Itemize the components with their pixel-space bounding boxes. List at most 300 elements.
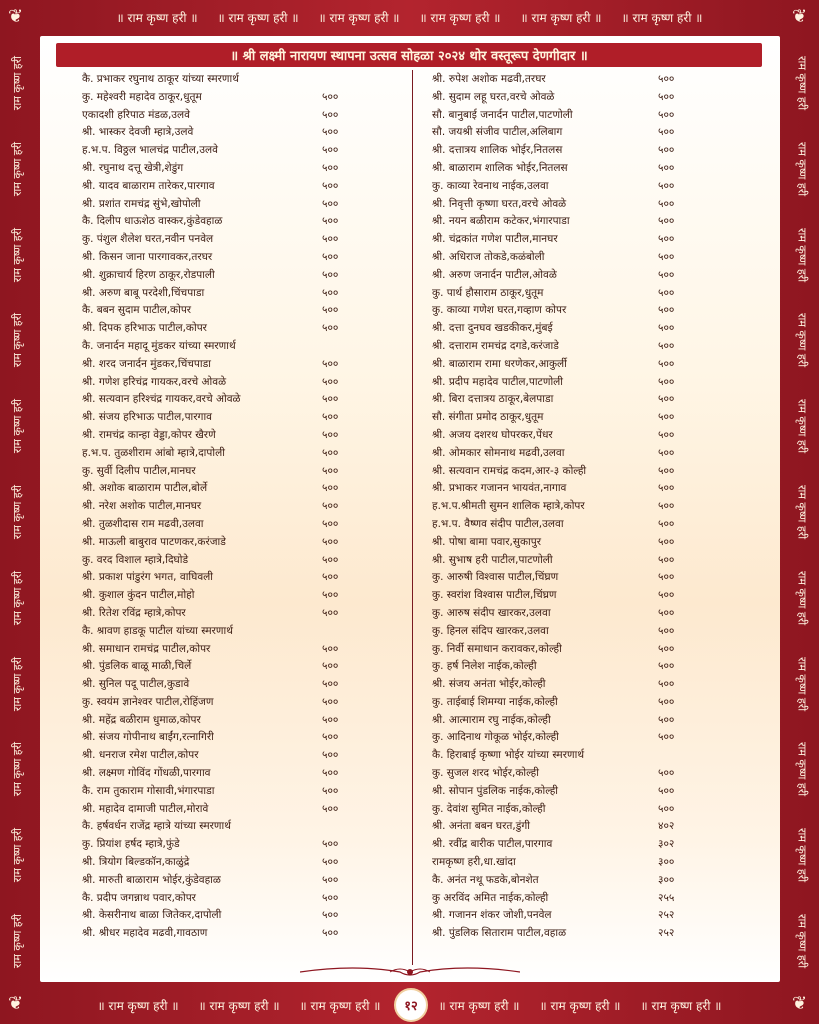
donor-row <box>432 693 752 711</box>
donor-row <box>432 159 752 177</box>
donor-row <box>82 390 402 408</box>
donation-amount: ५०० <box>658 304 675 317</box>
donor-name: श्री. सत्यवान हरिश्चंद्र गायकर,वरचे ओवळे <box>82 393 241 406</box>
chant-text: ॥ राम कृष्ण हरी ॥ <box>621 10 703 25</box>
donor-name: श्री. सत्यवान रामचंद्र कदम,आर-३ कोल्ही <box>432 464 587 477</box>
donor-row <box>432 230 752 248</box>
donation-amount: ५०० <box>658 126 675 139</box>
side-chant-text: राम कृष्ण हरी <box>795 914 809 969</box>
side-chant-text: राम कृष्ण हरी <box>795 313 809 368</box>
donor-name: श्री. प्रशांत रामचंद्र सुंभे,खोपोली <box>82 197 201 210</box>
donation-amount: ५०० <box>322 108 339 121</box>
donor-name: श्री. श्रीधर महादेव मढवी,गावठाण <box>82 927 208 940</box>
donor-row <box>432 70 752 88</box>
donor-name: श्री. संजय अनंता भोईर,कोल्ही <box>432 678 546 691</box>
donation-amount: ५०० <box>658 660 675 673</box>
donation-amount: ५०० <box>658 482 675 495</box>
chant-text: ॥ राम कृष्ण हरी ॥ <box>419 10 501 25</box>
donation-amount: ५०० <box>322 322 339 335</box>
donation-amount: ५०० <box>658 250 675 263</box>
donation-amount: ५०० <box>658 624 675 637</box>
donor-row <box>82 817 402 835</box>
donation-amount: ५०० <box>322 304 339 317</box>
donation-amount: ५०० <box>658 500 675 513</box>
donor-name: श्री. अजय दशरथ घोपरकर,पेंधर <box>432 428 553 441</box>
donor-name: कु. महेश्वरी महादेव ठाकूर,धुतूम <box>82 90 202 103</box>
donor-name: श्री. निवृत्ती कृष्णा घरत,वरचे ओवळे <box>432 197 567 210</box>
donor-name: श्री. ओमकार सोमनाथ मढवी,उलवा <box>432 446 565 459</box>
donation-amount: ५०० <box>658 517 675 530</box>
donor-row <box>82 248 402 266</box>
chant-text: ॥ राम कृष्ण हरी ॥ <box>438 998 520 1013</box>
donor-name: सौ. संगीता प्रमोद ठाकूर,धुतूम <box>432 411 544 424</box>
donation-amount: ५०० <box>658 784 675 797</box>
donation-amount: ३०२ <box>658 838 675 851</box>
right-side-chant-band <box>785 40 819 984</box>
donation-amount: २५५ <box>658 891 675 904</box>
side-chant-text: राम कृष्ण हरी <box>795 141 809 196</box>
donor-row <box>82 782 402 800</box>
donation-amount: ५०० <box>322 411 339 424</box>
donor-name: श्री. मारुती बाळाराम भोईर,कुंडेवहाळ <box>82 873 221 886</box>
donor-name: श्री. लक्ष्मण गोविंद गोंधळी,पारगाव <box>82 767 211 780</box>
donor-name: कु. आरुषी विश्वास पाटील,चिंघ्रण <box>432 571 559 584</box>
donor-name: श्री. केसरीनाथ बाळा जितेकर,दापोली <box>82 909 222 922</box>
donation-amount: ५०० <box>322 393 339 406</box>
donor-row <box>82 141 402 159</box>
donation-amount: ५०० <box>658 73 675 85</box>
donation-amount: ५०० <box>322 268 339 281</box>
side-chant-text: राम कृष्ण हरी <box>795 828 809 883</box>
side-chant-text: राम कृष्ण हरी <box>10 484 24 539</box>
donation-amount: ५०० <box>658 108 675 121</box>
side-chant-text: राम कृष्ण हरी <box>795 656 809 711</box>
donation-amount: ५०० <box>658 375 675 388</box>
donation-amount: ५०० <box>658 179 675 192</box>
donor-name: श्री. गजानन शंकर जोशी,पनवेल <box>432 909 552 922</box>
donor-row <box>82 675 402 693</box>
chant-text: ॥ राम कृष्ण हरी ॥ <box>539 998 621 1013</box>
donation-amount: ५०० <box>658 197 675 210</box>
donor-row <box>432 266 752 284</box>
donation-amount: ५०० <box>322 126 339 139</box>
donation-amount: ५०० <box>322 891 339 904</box>
donor-row <box>432 390 752 408</box>
donor-name: श्री. अरुण जनार्दन पाटील,ओवळे <box>432 268 557 281</box>
donor-name: ह.भ.प. विठ्ठल भालचंद्र पाटील,उलवे <box>82 144 218 157</box>
donor-name: श्री. बाळाराम रामा धरणेकर,आकुर्ली <box>432 357 567 370</box>
donation-amount: ५०० <box>322 500 339 513</box>
chant-text: ॥ राम कृष्ण हरी ॥ <box>116 10 198 25</box>
donor-name: श्री. शुक्राचार्य हिरण ठाकूर,रोडपाली <box>82 268 215 281</box>
donor-row <box>432 675 752 693</box>
donor-name: कै. प्रभाकर रघुनाथ ठाकूर यांच्या स्मरणार्थ <box>82 73 239 85</box>
donor-name: श्री. संजय गोपीनाथ बाईंग,रत्नागिरी <box>82 731 214 744</box>
donor-row <box>82 551 402 569</box>
chant-text: ॥ राम कृष्ण हरी ॥ <box>97 998 179 1013</box>
donation-amount: ५०० <box>658 464 675 477</box>
donor-name: श्री. प्रदीप महादेव पाटील,पाटणोली <box>432 375 564 388</box>
donor-row <box>432 177 752 195</box>
donor-row <box>82 319 402 337</box>
donor-name: कै. हिराबाई कृष्णा भोईर यांच्या स्मरणार्थ <box>432 749 585 762</box>
donor-row <box>432 337 752 355</box>
donor-name: कु. आरुष संदीप खारकर,उलवा <box>432 606 551 619</box>
donation-amount: ५०० <box>658 589 675 602</box>
chant-text: ॥ राम कृष्ण हरी ॥ <box>299 998 381 1013</box>
donor-name: कु. पार्थ हौसाराम ठाकूर,धुतूम <box>432 286 544 299</box>
donation-amount: ५०० <box>322 90 339 103</box>
donor-row <box>82 88 402 106</box>
donor-name: श्री. अनंता बबन घरत,डुंगी <box>432 820 530 833</box>
donation-amount: ५०० <box>322 446 339 459</box>
donor-row <box>432 248 752 266</box>
donation-amount: ५०० <box>322 464 339 477</box>
donor-name: श्री. दत्ता दुनघव खडकीकर,मुंबई <box>432 322 553 335</box>
chant-text: ॥ राम कृष्ण हरी ॥ <box>640 998 722 1013</box>
chant-text: ॥ राम कृष्ण हरी ॥ <box>318 10 400 25</box>
donor-name: कु. स्वयंम ज्ञानेश्वर पाटील,रोहिंजण <box>82 695 214 708</box>
donor-row <box>432 728 752 746</box>
donor-name: कु. स्वरांश विश्वास पाटील,चिंघ्रण <box>432 589 557 602</box>
donor-row <box>432 906 752 924</box>
donation-amount: २५२ <box>658 909 675 922</box>
donor-row <box>432 800 752 818</box>
donor-row <box>432 889 752 907</box>
top-chant-band <box>0 0 819 34</box>
donor-list-right <box>432 70 752 960</box>
donor-row <box>82 195 402 213</box>
donor-name: कु. वरद विशाल म्हात्रे,दिघोडे <box>82 553 189 566</box>
side-chant-text: राम कृष्ण हरी <box>795 55 809 110</box>
donation-amount: ५०० <box>322 767 339 780</box>
donor-name: श्री. आत्माराम रघु नाईक,कोल्ही <box>432 713 551 726</box>
donor-row <box>82 711 402 729</box>
donor-name: सौ. बानुबाई जनार्दन पाटील,पाटणोली <box>432 108 573 121</box>
column-divider <box>412 70 413 965</box>
page-title: ॥ श्री लक्ष्मी नारायण स्थापना उत्सव सोहळा २०२४ थोर वस्तूरूप देणगीदार ॥ <box>56 43 762 67</box>
donor-row <box>82 70 402 88</box>
donation-amount: ५०० <box>322 517 339 530</box>
side-chant-text: राम कृष्ण हरी <box>795 484 809 539</box>
donor-row <box>82 800 402 818</box>
donation-amount: ३०० <box>658 856 675 869</box>
side-chant-text: राम कृष्ण हरी <box>10 914 24 969</box>
donation-amount: ५०० <box>658 144 675 157</box>
donor-row <box>82 301 402 319</box>
donor-row <box>432 195 752 213</box>
donor-row <box>432 88 752 106</box>
donor-row <box>432 319 752 337</box>
donor-name: कु. प्रियांश हर्षद म्हात्रे,फुंडे <box>82 838 180 851</box>
donor-row <box>432 746 752 764</box>
donor-row <box>432 426 752 444</box>
donor-row <box>432 853 752 871</box>
donation-amount: ५०० <box>658 446 675 459</box>
donation-amount: ५०० <box>322 749 339 762</box>
donor-row <box>82 622 402 640</box>
donor-row <box>82 906 402 924</box>
donor-row <box>432 355 752 373</box>
donor-name: श्री. रितेश रविंद्र म्हात्रे,कोपर <box>82 606 186 619</box>
donor-row <box>82 640 402 658</box>
fleur-ornament-icon: ❦ <box>8 6 24 27</box>
donor-name: कै. हर्षवर्धन राजेंद्र म्हात्रे यांच्या स्मरणार्थ <box>82 820 231 833</box>
donor-row <box>82 746 402 764</box>
donor-row <box>82 373 402 391</box>
donation-amount: ५०० <box>322 428 339 441</box>
donation-amount: ५०० <box>322 802 339 815</box>
donor-row <box>432 924 752 942</box>
donation-amount: ५०० <box>658 802 675 815</box>
donor-name: कै. अनंत नथू फडके,बोनशेत <box>432 873 539 886</box>
donor-name: एकादशी हरिपाठ मंडळ,उलवे <box>82 108 190 121</box>
donation-amount: ५०० <box>658 215 675 228</box>
donor-name: कु. निर्वी समाधान करावकर,कोल्ही <box>432 642 562 655</box>
donor-name: श्री. नयन बळीराम कटेकर,भंगारपाडा <box>432 215 570 228</box>
donation-amount: ४०२ <box>658 820 675 833</box>
donation-amount: ५०० <box>322 233 339 246</box>
donor-row <box>432 533 752 551</box>
side-chant-text: राम कृष्ण हरी <box>10 141 24 196</box>
donation-amount: ५०० <box>658 357 675 370</box>
donor-row <box>82 497 402 515</box>
left-side-chant-band <box>0 40 34 984</box>
donation-amount: ५०० <box>658 322 675 335</box>
donor-name: श्री. पुंडलिक बाळू माळी,चिर्ले <box>82 660 192 673</box>
donor-name: श्री. गणेश हरिचंद्र गायकर,वरचे ओवळे <box>82 375 227 388</box>
donation-amount: ५०० <box>322 553 339 566</box>
donor-name: कै. जनार्दन महादू मुंडकर यांच्या स्मरणार्थ <box>82 339 236 352</box>
donation-amount: ५०० <box>658 90 675 103</box>
donor-name: श्री. पोषा बामा पवार,सुकापुर <box>432 535 541 548</box>
donation-amount: ५०० <box>658 695 675 708</box>
donation-amount: ५०० <box>658 428 675 441</box>
donor-row <box>82 337 402 355</box>
donor-row <box>432 497 752 515</box>
donor-name: श्री. बाळाराम शालिक भोईर,नितलस <box>432 161 568 174</box>
donor-name: श्री. दत्ताराम रामचंद्र दगडे,करंजाडे <box>432 339 559 352</box>
side-chant-text: राम कृष्ण हरी <box>795 742 809 797</box>
donor-row <box>432 871 752 889</box>
donor-row <box>432 622 752 640</box>
donor-name: श्री. अशोक बाळाराम पाटील,बोर्ले <box>82 482 208 495</box>
donor-name: श्री. रघुनाथ दत्तू खेत्री,शेडुंग <box>82 161 184 174</box>
donation-amount: ५०० <box>322 606 339 619</box>
donor-name: ह.भ.प. तुळशीराम आंबो म्हात्रे,दापोली <box>82 446 225 459</box>
donor-row <box>432 782 752 800</box>
donor-name: श्री. दिपक हरिभाऊ पाटील,कोपर <box>82 322 207 335</box>
donor-row <box>82 479 402 497</box>
chant-text: ॥ राम कृष्ण हरी ॥ <box>520 10 602 25</box>
donor-name: श्री. नरेश अशोक पाटील,मानघर <box>82 500 202 513</box>
donor-name: श्री. भास्कर देवजी म्हात्रे,उलवे <box>82 126 194 139</box>
side-chant-text: राम कृष्ण हरी <box>795 570 809 625</box>
donation-amount: ५०० <box>322 642 339 655</box>
side-chant-text: राम कृष्ण हरी <box>10 313 24 368</box>
donation-amount: ५०० <box>322 482 339 495</box>
donor-name: कु. हिनल संदिप खारकर,उलवा <box>432 624 549 637</box>
donor-row <box>82 159 402 177</box>
donor-name: श्री. बिरा दत्तात्रय ठाकूर,बेलपाडा <box>432 393 554 406</box>
donor-row <box>432 141 752 159</box>
side-chant-text: राम कृष्ण हरी <box>10 55 24 110</box>
donor-name: श्री. महेंद्र बळीराम धुमाळ,कोपर <box>82 713 201 726</box>
donor-name: श्री. तुळशीदास राम मढवी,उलवा <box>82 517 204 530</box>
donor-row <box>432 657 752 675</box>
donor-name: सौ. जयश्री संजीव पाटील,अलिबाग <box>432 126 563 139</box>
donor-name: श्री. शरद जनार्दन मुंडकर,चिंचपाडा <box>82 357 211 370</box>
donor-name: श्री. किसन जाना पारगावकर,तरघर <box>82 250 213 263</box>
donor-row <box>432 515 752 533</box>
donor-row <box>82 728 402 746</box>
donor-row <box>432 444 752 462</box>
side-chant-text: राम कृष्ण हरी <box>10 656 24 711</box>
donation-amount: ५०० <box>322 250 339 263</box>
donation-amount: ५०० <box>322 927 339 940</box>
donation-amount: ५०० <box>322 856 339 869</box>
donor-row <box>82 533 402 551</box>
side-chant-text: राम कृष्ण हरी <box>795 399 809 454</box>
donor-name: श्री. सुभाष हरी पाटील,पाटणोली <box>432 553 553 566</box>
donation-amount: ५०० <box>658 571 675 584</box>
donor-name: कु. सुजल शरद भोईर,कोल्ही <box>432 767 539 780</box>
donor-row <box>432 604 752 622</box>
side-chant-text: राम कृष्ण हरी <box>10 570 24 625</box>
donor-name: श्री. प्रकाश पांडुरंग भगत, वाघिवली <box>82 571 214 584</box>
donation-amount: ५०० <box>322 161 339 174</box>
donor-name: श्री. सुनिल पदू पाटील,कुडावे <box>82 678 190 691</box>
donation-amount: ५०० <box>322 535 339 548</box>
donor-row <box>432 373 752 391</box>
donor-row <box>82 889 402 907</box>
donor-name: ह.भ.प.श्रीमती सुमन शालिक म्हात्रे,कोपर <box>432 500 585 513</box>
donor-name: कै. बबन सुदाम पाटील,कोपर <box>82 304 192 317</box>
donor-name: ह.भ.प. वैष्णव संदीप पाटील,उलवा <box>432 517 564 530</box>
donation-amount: ५०० <box>322 909 339 922</box>
donation-amount: ५०० <box>322 695 339 708</box>
chant-text: ॥ राम कृष्ण हरी ॥ <box>198 998 280 1013</box>
donation-amount: ५०० <box>658 161 675 174</box>
donor-row <box>82 693 402 711</box>
donation-amount: ५०० <box>322 873 339 886</box>
donor-row <box>432 568 752 586</box>
donor-row <box>432 462 752 480</box>
side-chant-text: राम कृष्ण हरी <box>10 828 24 883</box>
donation-amount: ५०० <box>658 731 675 744</box>
donor-name: कै. प्रदीप जगन्नाथ पवार,कोपर <box>82 891 196 904</box>
donor-name: श्री. महादेव दामाजी पाटील,मोरावे <box>82 802 209 815</box>
donor-name: श्री. सोपान पुंडलिक नाईक,कोल्ही <box>432 784 559 797</box>
donation-amount: ५०० <box>322 660 339 673</box>
donor-name: कु अरविंद अमित नाईक,कोल्ही <box>432 891 549 904</box>
donor-row <box>82 604 402 622</box>
donor-name: श्री. चंद्रकांत गणेश पाटील,मानघर <box>432 233 558 246</box>
donation-amount: ५०० <box>322 731 339 744</box>
donor-row <box>82 426 402 444</box>
donor-name: श्री. प्रभाकर गजानन भायवंत,नागाव <box>432 482 567 495</box>
donor-row <box>432 301 752 319</box>
donor-name: श्री. रवींद्र बारीक पाटील,पारगाव <box>432 838 553 851</box>
donor-row <box>82 462 402 480</box>
donor-row <box>432 711 752 729</box>
donor-name: कु. ताईबाई शिमग्या नाईक,कोल्ही <box>432 695 558 708</box>
donor-row <box>82 444 402 462</box>
donor-row <box>82 230 402 248</box>
donation-amount: ३०० <box>658 873 675 886</box>
donation-amount: ५०० <box>322 179 339 192</box>
donation-amount: ५०० <box>322 286 339 299</box>
donor-name: कु. काव्या रेवनाथ नाईक,उलवा <box>432 179 549 192</box>
donor-name: श्री. धनराज रमेश पाटील,कोपर <box>82 749 199 762</box>
donor-row <box>432 817 752 835</box>
donor-row <box>432 764 752 782</box>
donor-row <box>432 640 752 658</box>
donor-name: कै. राम तुकाराम गोसावी,भंगारपाडा <box>82 784 215 797</box>
donor-name: कु. देवांश सुमित नाईक,कोल्ही <box>432 802 546 815</box>
donor-row <box>432 408 752 426</box>
chant-text: ॥ राम कृष्ण हरी ॥ <box>217 10 299 25</box>
donation-amount: ५०० <box>658 393 675 406</box>
side-chant-text: राम कृष्ण हरी <box>10 742 24 797</box>
donor-name: श्री. अरुण बाबू परदेशी,चिंचपाडा <box>82 286 205 299</box>
donor-row <box>82 657 402 675</box>
donor-name: श्री. पुंडलिक सिताराम पाटील,वहाळ <box>432 927 567 940</box>
donation-amount: ५०० <box>322 215 339 228</box>
donor-name: कु. आदिनाथ गोकूळ भोईर,कोल्ही <box>432 731 559 744</box>
donor-name: रामकृष्ण हरी,धा.खांदा <box>432 856 516 869</box>
donor-name: श्री. कुशाल कुंदन पाटील,मोहो <box>82 589 195 602</box>
donation-amount: ५०० <box>658 553 675 566</box>
donor-name: कु. हर्ष निलेश नाईक,कोल्ही <box>432 660 537 673</box>
donation-amount: ५०० <box>322 838 339 851</box>
donor-row <box>432 835 752 853</box>
donor-row <box>82 266 402 284</box>
donation-amount: ५०० <box>658 339 675 352</box>
donation-amount: ५०० <box>322 784 339 797</box>
donor-row <box>82 764 402 782</box>
donation-amount: ५०० <box>322 589 339 602</box>
donor-name: श्री. रामचंद्र कान्हा वेड्डा,कोपर खैरणे <box>82 428 216 441</box>
donation-amount: ५०० <box>322 144 339 157</box>
donor-row <box>82 853 402 871</box>
donor-row <box>432 106 752 124</box>
donor-row <box>432 479 752 497</box>
fleur-ornament-icon: ❦ <box>792 6 808 27</box>
donor-row <box>82 355 402 373</box>
donation-amount: ५०० <box>322 357 339 370</box>
donor-row <box>82 515 402 533</box>
donor-name: श्री. सुदाम लहू घरत,वरचे ओवळे <box>432 90 555 103</box>
donor-row <box>82 177 402 195</box>
donor-name: श्री. समाधान रामचंद्र पाटील,कोपर <box>82 642 211 655</box>
donation-amount: ५०० <box>658 767 675 780</box>
donor-list-left <box>82 70 402 960</box>
donation-amount: ५०० <box>658 411 675 424</box>
donor-name: श्री. माऊली बाबुराव पाटणकर,करंजाडे <box>82 535 226 548</box>
donor-name: कु. पंशुल शैलेश घरत,नवीन पनवेल <box>82 233 214 246</box>
side-chant-text: राम कृष्ण हरी <box>10 399 24 454</box>
donation-amount: ५०० <box>658 268 675 281</box>
donation-amount: ५०० <box>322 678 339 691</box>
donor-row <box>82 212 402 230</box>
donation-amount: ५०० <box>658 286 675 299</box>
donation-amount: ५०० <box>658 678 675 691</box>
donor-row <box>432 123 752 141</box>
donor-name: श्री. संजय हरिभाऊ पाटील,पारगाव <box>82 411 213 424</box>
donor-row <box>82 408 402 426</box>
fleur-ornament-icon: ❦ <box>8 993 24 1014</box>
